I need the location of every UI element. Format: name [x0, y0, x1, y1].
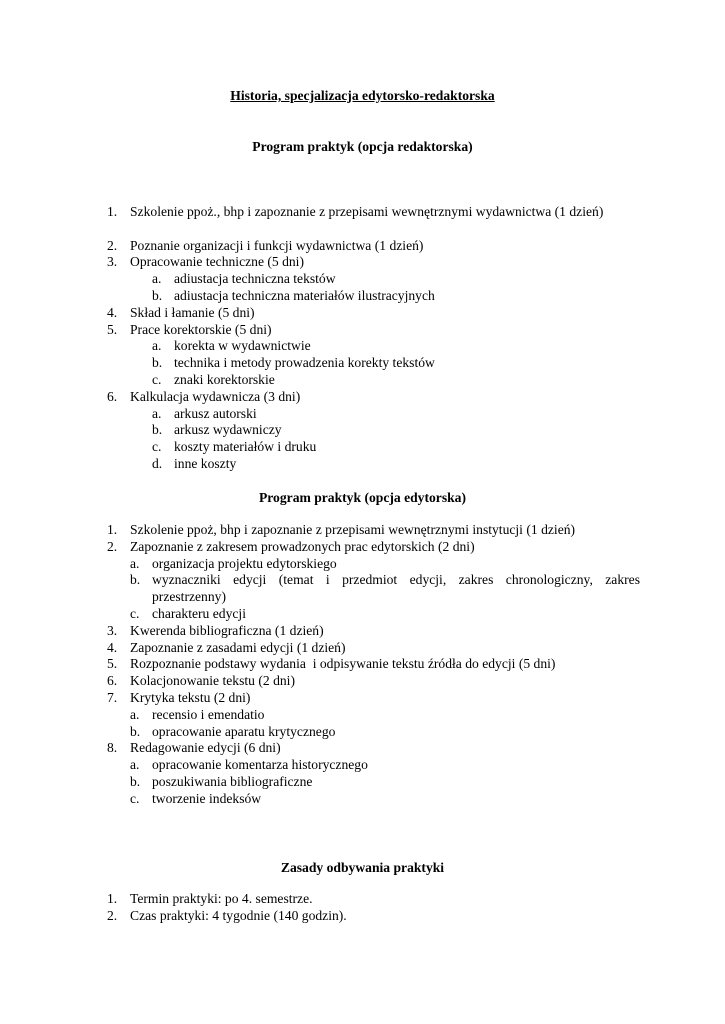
section-heading-zasady: Zasady odbywania praktyki [280, 860, 445, 875]
list-subitem [0, 439, 725, 456]
subitem-letter: c. [152, 371, 162, 387]
subitem-text: tworzenie indeksów [152, 790, 262, 806]
subitem-letter: b. [152, 287, 163, 303]
list-item [0, 908, 725, 925]
list-subitem [0, 774, 725, 791]
item-number: 1. [107, 522, 118, 537]
list-subitem [0, 271, 725, 288]
list-item [0, 522, 725, 539]
list-subitem [0, 355, 725, 372]
subitem-text: poszukiwania bibliograficzne [152, 773, 313, 789]
list-subitem [0, 791, 725, 808]
list-item [0, 238, 725, 255]
list-subitem [0, 372, 725, 389]
subitem-text: wyznaczniki edycji (temat i przedmiot edycji, zakres chronologiczny, zakres przestrzenny) [152, 572, 640, 605]
item-text: Zapoznanie z zasadami edycji (1 dzień) [130, 639, 346, 655]
item-text: Szkolenie ppoż, bhp i zapoznanie z przepisami wewnętrznymi instytucji (1 dzień) [130, 522, 576, 537]
subitem-letter: d. [152, 455, 163, 471]
item-text: Opracowanie techniczne (5 dni) [130, 254, 304, 270]
list-edytorska [0, 522, 725, 808]
list-zasady [0, 891, 725, 925]
subitem-letter: b. [152, 422, 163, 438]
list-subitem [0, 606, 725, 623]
item-text: Czas praktyki: 4 tygodnie (140 godzin). [130, 907, 347, 923]
item-number: 6. [107, 673, 118, 689]
subitem-text: charakteru edycji [152, 605, 246, 621]
list-subitem [0, 556, 725, 573]
subitem-text: adiustacja techniczna tekstów [174, 271, 336, 287]
list-subitem [0, 288, 725, 305]
subitem-text: arkusz autorski [174, 405, 257, 421]
list-item [0, 389, 725, 406]
list-item [0, 640, 725, 657]
list-redaktorska [0, 204, 725, 473]
list-item [0, 656, 725, 673]
list-item [0, 891, 725, 908]
subitem-letter: a. [152, 405, 162, 421]
section-heading-edytorska: Program praktyk (opcja edytorska) [258, 490, 467, 505]
subitem-text: opracowanie komentarza historycznego [152, 757, 368, 773]
item-text: Poznanie organizacji i funkcji wydawnictwa (1 dzień) [130, 237, 424, 253]
list-subitem [0, 707, 725, 724]
subitem-letter: b. [130, 773, 141, 789]
section-heading-redaktorska: Program praktyk (opcja redaktorska) [252, 139, 473, 154]
item-number: 2. [107, 907, 118, 923]
subitem-text: adiustacja techniczna materiałów ilustracyjnych [174, 287, 435, 303]
list-subitem [0, 406, 725, 423]
subitem-text: arkusz wydawniczy [174, 422, 282, 438]
item-number: 8. [107, 740, 118, 756]
list-subitem [0, 456, 725, 473]
subitem-letter: c. [130, 790, 140, 806]
list-item [0, 204, 725, 238]
list-subitem [0, 338, 725, 355]
item-text: Krytyka tekstu (2 dni) [130, 689, 251, 705]
item-text: Szkolenie ppoż., bhp i zapoznanie z przepisami wewnętrznymi wydawnictwa (1 dzień) [130, 204, 604, 219]
subitem-letter: a. [130, 757, 140, 773]
list-subitem [0, 757, 725, 774]
item-number: 1. [107, 204, 118, 219]
item-text: Termin praktyki: po 4. semestrze. [130, 891, 313, 906]
subitem-text: organizacja projektu edytorskiego [152, 555, 337, 571]
item-text: Zapoznanie z zakresem prowadzonych prac edytorskich (2 dni) [130, 538, 475, 554]
item-number: 2. [107, 237, 118, 253]
subitem-letter: c. [152, 439, 162, 455]
list-item [0, 305, 725, 322]
subitem-letter: b. [130, 723, 141, 739]
item-number: 6. [107, 388, 118, 404]
list-item [0, 740, 725, 757]
item-number: 3. [107, 254, 118, 270]
subitem-text: inne koszty [174, 455, 237, 471]
item-number: 7. [107, 689, 118, 705]
list-item [0, 623, 725, 640]
item-text: Kalkulacja wydawnicza (3 dni) [130, 388, 301, 404]
list-item [0, 673, 725, 690]
subitem-letter: b. [152, 355, 163, 371]
subitem-text: technika i metody prowadzenia korekty tekstów [174, 355, 435, 371]
item-number: 1. [107, 891, 118, 906]
subitem-letter: a. [130, 706, 140, 722]
item-number: 4. [107, 304, 118, 320]
item-number: 5. [107, 321, 118, 337]
subitem-letter: a. [152, 338, 162, 354]
list-subitem [0, 724, 725, 741]
subitem-text: korekta w wydawnictwie [174, 338, 311, 354]
item-number: 3. [107, 622, 118, 638]
list-subitem [0, 422, 725, 439]
subitem-letter: b. [130, 572, 141, 588]
item-text: Skład i łamanie (5 dni) [130, 304, 255, 320]
subitem-text: koszty materiałów i druku [174, 439, 317, 455]
item-number: 2. [107, 538, 118, 554]
item-number: 5. [107, 656, 118, 672]
list-item [0, 690, 725, 707]
item-text: Redagowanie edycji (6 dni) [130, 740, 281, 756]
list-item [0, 539, 725, 556]
item-text: Rozpoznanie podstawy wydania i odpisywanie tekstu źródła do edycji (5 dni) [130, 656, 556, 672]
subitem-letter: a. [152, 271, 162, 287]
subitem-letter: c. [130, 605, 140, 621]
subitem-letter: a. [130, 555, 140, 571]
subitem-text: znaki korektorskie [174, 371, 275, 387]
item-number: 4. [107, 639, 118, 655]
item-text: Kwerenda bibliograficzna (1 dzień) [130, 622, 324, 638]
list-item [0, 322, 725, 339]
subitem-text: recensio i emendatio [152, 706, 265, 722]
document-title: Historia, specjalizacja edytorsko-redaktorska [230, 88, 495, 103]
list-subitem [0, 572, 725, 606]
item-text: Prace korektorskie (5 dni) [130, 321, 272, 337]
list-item [0, 254, 725, 271]
item-text: Kolacjonowanie tekstu (2 dni) [130, 673, 295, 689]
subitem-text: opracowanie aparatu krytycznego [152, 723, 336, 739]
